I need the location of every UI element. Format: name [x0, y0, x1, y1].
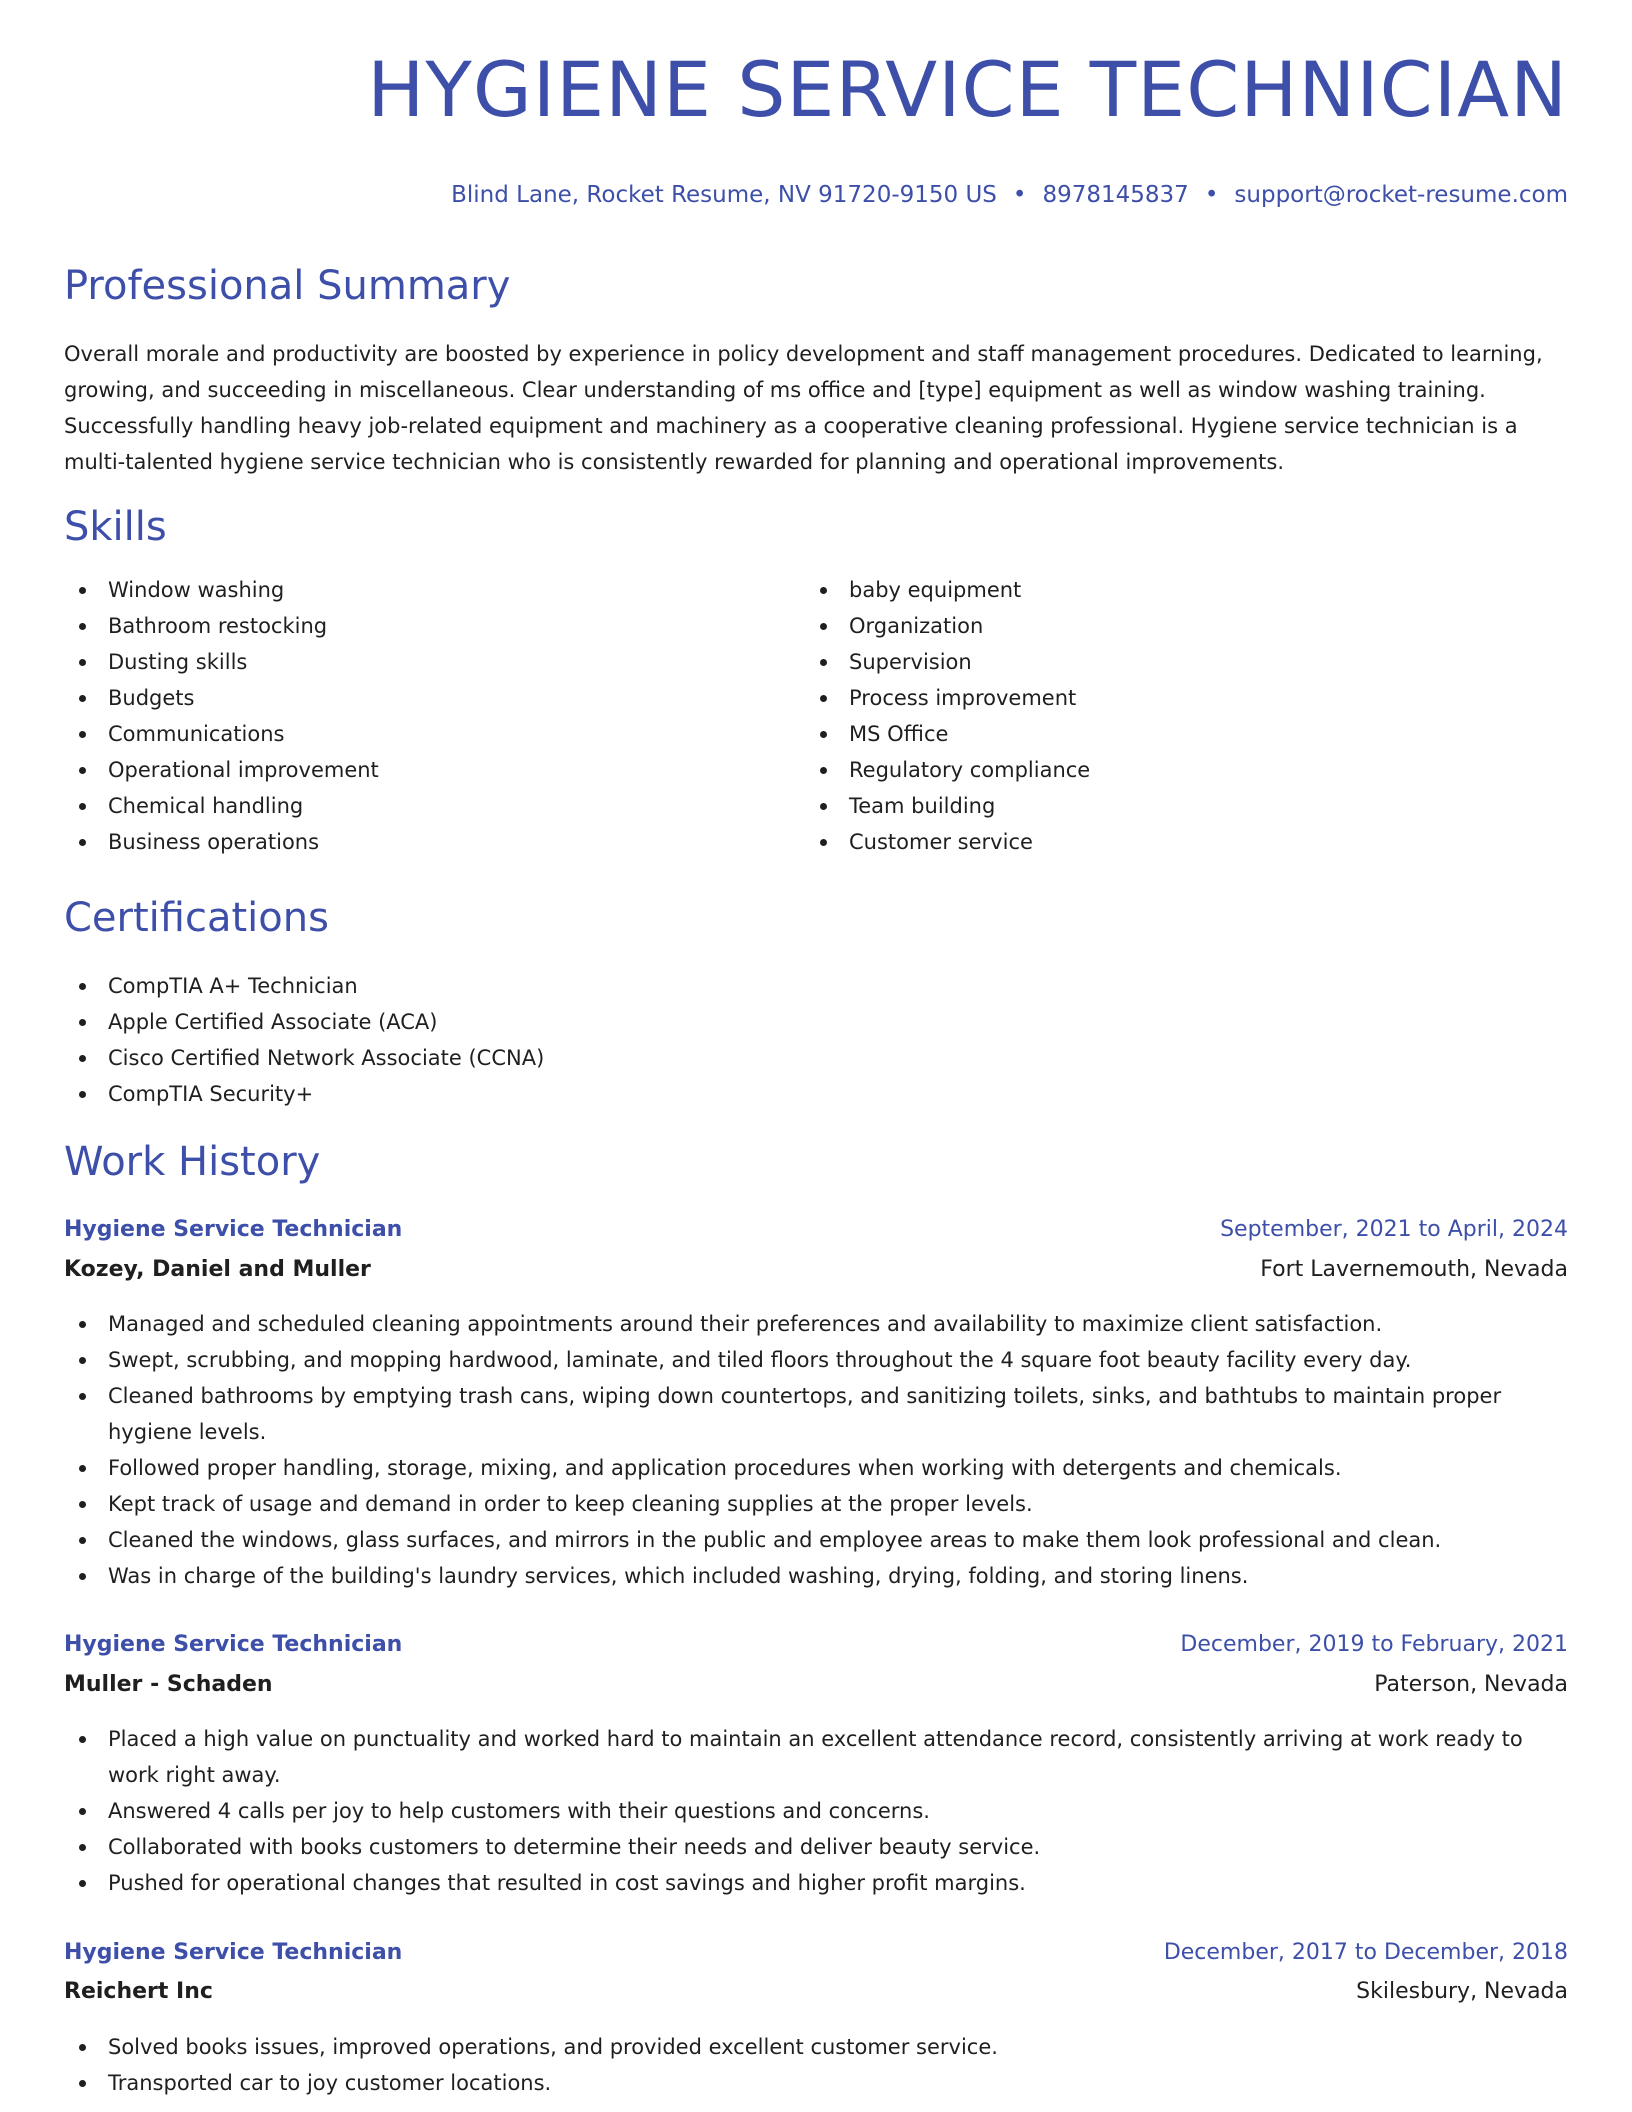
job-title: Hygiene Service Technician	[64, 1940, 403, 1965]
contact-separator: •	[1012, 182, 1027, 208]
contact-separator: •	[1204, 182, 1219, 208]
skill-item: Business operations	[64, 824, 764, 860]
job-bullet: Kept track of usage and demand in order to keep cleaning supplies at the proper levels.	[64, 1486, 1568, 1522]
skill-item: Dusting skills	[64, 644, 764, 680]
section-title-certifications: Certifications	[64, 895, 329, 941]
certification-item: CompTIA Security+	[64, 1076, 1568, 1112]
job-location: Skilesbury, Nevada	[1356, 1979, 1568, 2004]
skill-item: Team building	[805, 788, 1505, 824]
job-bullet: Placed a high value on punctuality and worked hard to maintain an excellent attendance record, consistently arriving at work ready to work right away.	[64, 1721, 1568, 1793]
job-location: Fort Lavernemouth, Nevada	[1260, 1257, 1568, 1282]
skill-item: Bathroom restocking	[64, 608, 764, 644]
skill-item: Supervision	[805, 644, 1505, 680]
contact-address: Blind Lane, Rocket Resume, NV 91720-9150 US	[451, 182, 997, 208]
job-company: Kozey, Daniel and Muller	[64, 1257, 371, 1282]
skills-list-right	[805, 572, 1505, 860]
job-bullets	[64, 2029, 1568, 2101]
job-bullet: Cleaned bathrooms by emptying trash cans, wiping down countertops, and sanitizing toilets, sinks, and bathtubs to maintain proper hygiene levels.	[64, 1378, 1568, 1450]
certifications-list	[64, 968, 1568, 1112]
job-bullet: Pushed for operational changes that resulted in cost savings and higher profit margins.	[64, 1865, 1568, 1901]
job-company: Muller - Schaden	[64, 1672, 273, 1697]
skills-list-left	[64, 572, 764, 860]
job-dates: December, 2017 to December, 2018	[1163, 1940, 1568, 1965]
job-bullets	[64, 1306, 1568, 1594]
section-title-summary: Professional Summary	[64, 263, 511, 309]
candidate-name: HYGIENE SERVICE TECHNICIAN	[367, 45, 1568, 134]
job-title: Hygiene Service Technician	[64, 1632, 403, 1657]
job-bullet: Swept, scrubbing, and mopping hardwood, laminate, and tiled floors throughout the 4 square foot beauty facility every day.	[64, 1342, 1568, 1378]
job-bullet: Collaborated with books customers to determine their needs and deliver beauty service.	[64, 1829, 1568, 1865]
summary-text: Overall morale and productivity are boosted by experience in policy development and staff management procedures. Dedicated to learning, growing, and succeeding in miscellaneous. Clear understanding of ms office and [type] equipment as well as window washing training. Successfully handling heavy job-related equipment and machinery as a cooperative cleaning professional. Hygiene service technician is a multi-talented hygiene service technician who is consistently rewarded for planning and operational improvements.	[64, 342, 1543, 474]
job-location: Paterson, Nevada	[1374, 1672, 1568, 1697]
job-dates: December, 2019 to February, 2021	[1180, 1632, 1568, 1657]
skill-item: Process improvement	[805, 680, 1505, 716]
job-dates: September, 2021 to April, 2024	[1220, 1217, 1568, 1242]
skill-item: Window washing	[64, 572, 764, 608]
skill-item: Customer service	[805, 824, 1505, 860]
job-bullet: Transported car to joy customer locations.	[64, 2065, 1568, 2101]
job-company: Reichert Inc	[64, 1979, 213, 2004]
job-bullet: Answered 4 calls per joy to help customers with their questions and concerns.	[64, 1793, 1568, 1829]
certification-item: Apple Certified Associate (ACA)	[64, 1004, 1568, 1040]
skill-item: Regulatory compliance	[805, 752, 1505, 788]
skill-item: Chemical handling	[64, 788, 764, 824]
job-bullet: Cleaned the windows, glass surfaces, and mirrors in the public and employee areas to make them look professional and clean.	[64, 1522, 1568, 1558]
job-bullet: Was in charge of the building's laundry services, which included washing, drying, folding, and storing linens.	[64, 1558, 1568, 1594]
skill-item: Budgets	[64, 680, 764, 716]
skill-item: baby equipment	[805, 572, 1505, 608]
skill-item: Organization	[805, 608, 1505, 644]
section-title-skills: Skills	[64, 504, 167, 550]
job-title: Hygiene Service Technician	[64, 1217, 403, 1242]
contact-email[interactable]: support@rocket-resume.com	[1234, 182, 1568, 208]
contact-line	[451, 182, 1568, 208]
job-bullet: Managed and scheduled cleaning appointments around their preferences and availability to maximize client satisfaction.	[64, 1306, 1568, 1342]
job-bullet: Followed proper handling, storage, mixing, and application procedures when working with detergents and chemicals.	[64, 1450, 1568, 1486]
skill-item: Operational improvement	[64, 752, 764, 788]
section-title-work-history: Work History	[64, 1139, 321, 1185]
job-bullets	[64, 1721, 1568, 1901]
skill-item: MS Office	[805, 716, 1505, 752]
certification-item: Cisco Certified Network Associate (CCNA)	[64, 1040, 1568, 1076]
job-bullet: Solved books issues, improved operations, and provided excellent customer service.	[64, 2029, 1568, 2065]
skill-item: Communications	[64, 716, 764, 752]
certification-item: CompTIA A+ Technician	[64, 968, 1568, 1004]
contact-phone: 8978145837	[1042, 182, 1189, 208]
